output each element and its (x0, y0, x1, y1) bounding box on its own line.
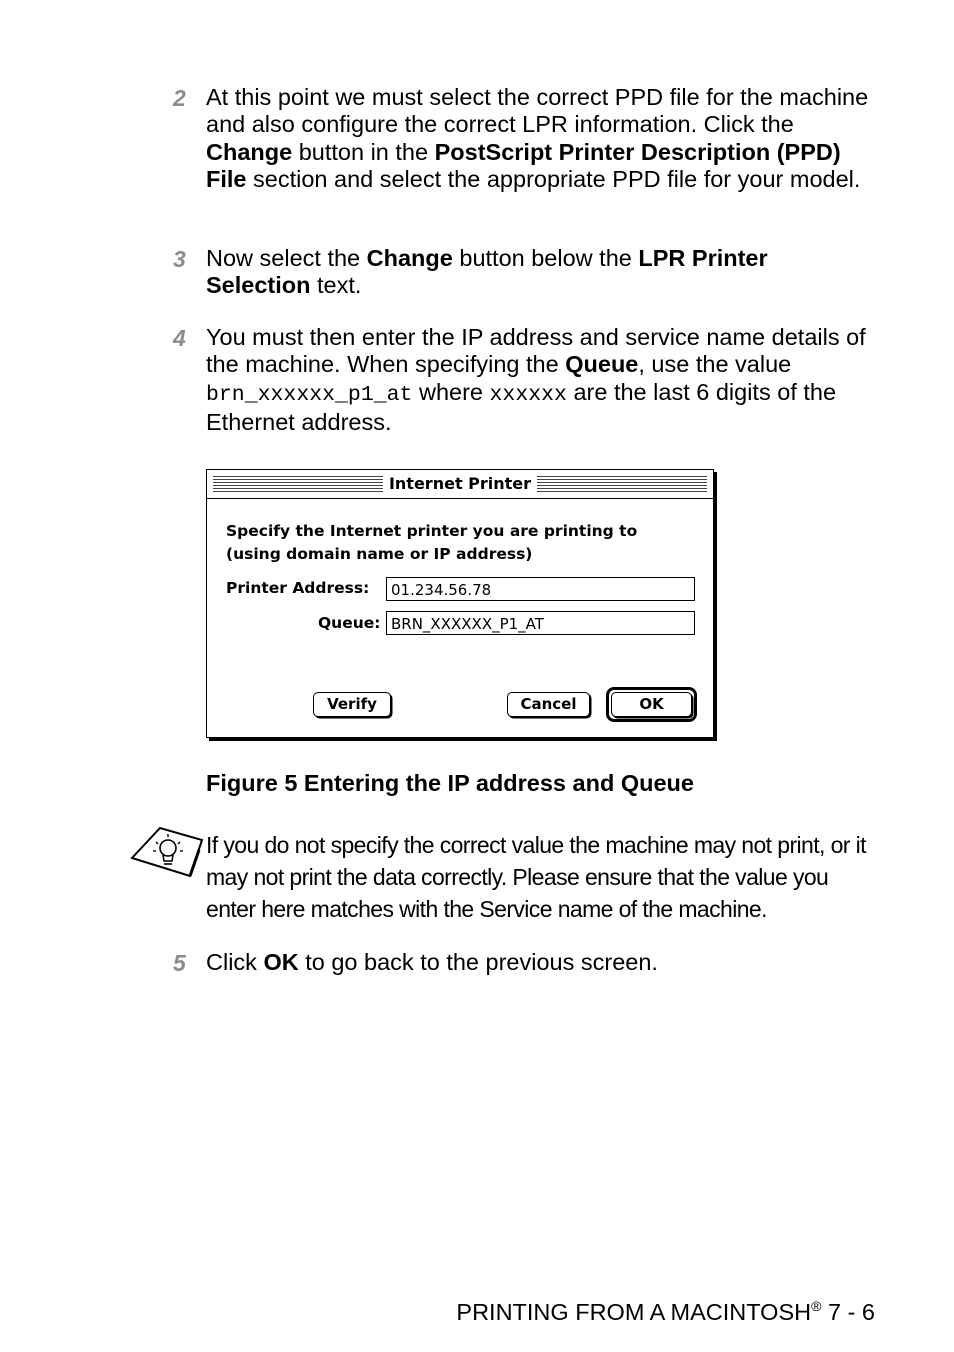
figure-caption: Figure 5 Entering the IP address and Queue (206, 770, 694, 796)
step-number: 5 (173, 950, 186, 976)
step-number: 3 (173, 246, 186, 272)
note-lightbulb-icon (130, 826, 204, 882)
queue-input[interactable]: BRN_XXXXXX_P1_AT (386, 611, 695, 635)
queue-code: brn_xxxxxx_p1_at (206, 382, 413, 407)
registered-mark: ® (811, 1298, 822, 1314)
step-4-text: You must then enter the IP address and service name details of the machine. When specifying the Queue, use the value brn_xxxxxx_p1_at where xxxxxx are the last 6 digits of the Ethernet address. (206, 324, 866, 435)
dialog-titlebar[interactable] (207, 470, 713, 499)
digits-code: xxxxxx (489, 382, 567, 407)
page-footer (456, 1298, 875, 1326)
verify-button[interactable]: Verify (313, 692, 391, 717)
change-keyword: Change (206, 138, 293, 165)
queue-label: Queue: (318, 614, 381, 632)
printer-address-input[interactable]: 01.234.56.78 (386, 577, 695, 601)
dialog-instruction-line2: (using domain name or IP address) (226, 545, 533, 563)
ppd-section-keyword: PostScript Printer Description (PPD) File (206, 138, 841, 192)
change-keyword: Change (366, 245, 453, 271)
dialog-title: Internet Printer (383, 473, 537, 495)
dialog-instruction-line1: Specify the Internet printer you are printing to (226, 522, 638, 540)
step-5-text: Click OK to go back to the previous screen. (206, 949, 658, 975)
ok-button[interactable]: OK (611, 692, 692, 717)
lpr-selection-keyword: LPR Printer Selection (206, 245, 768, 299)
queue-keyword: Queue (565, 351, 639, 378)
step-number: 2 (173, 85, 186, 111)
cancel-button[interactable]: Cancel (507, 692, 590, 717)
printer-address-label: Printer Address: (226, 579, 370, 597)
footer-page: 7 - 6 (821, 1299, 875, 1325)
step-3-text: Now select the Change button below the LPR Printer Selection text. (206, 245, 768, 299)
step-number: 4 (173, 325, 186, 351)
step-2-text: At this point we must select the correct PPD file for the machine and also configure the correct LPR information. Click the Change button in the PostScript Printer Description (PPD) File section and select the appropriate PPD file for your model. (206, 84, 869, 192)
note-text: If you do not specify the correct value the machine may not print, or it may not print the data correctly. Please ensure that the value you enter here matches with the Service name of the machine. (206, 832, 866, 922)
ok-keyword: OK (263, 949, 299, 975)
internet-printer-dialog (206, 469, 714, 738)
footer-section: PRINTING FROM A MACINTOSH (456, 1299, 812, 1325)
